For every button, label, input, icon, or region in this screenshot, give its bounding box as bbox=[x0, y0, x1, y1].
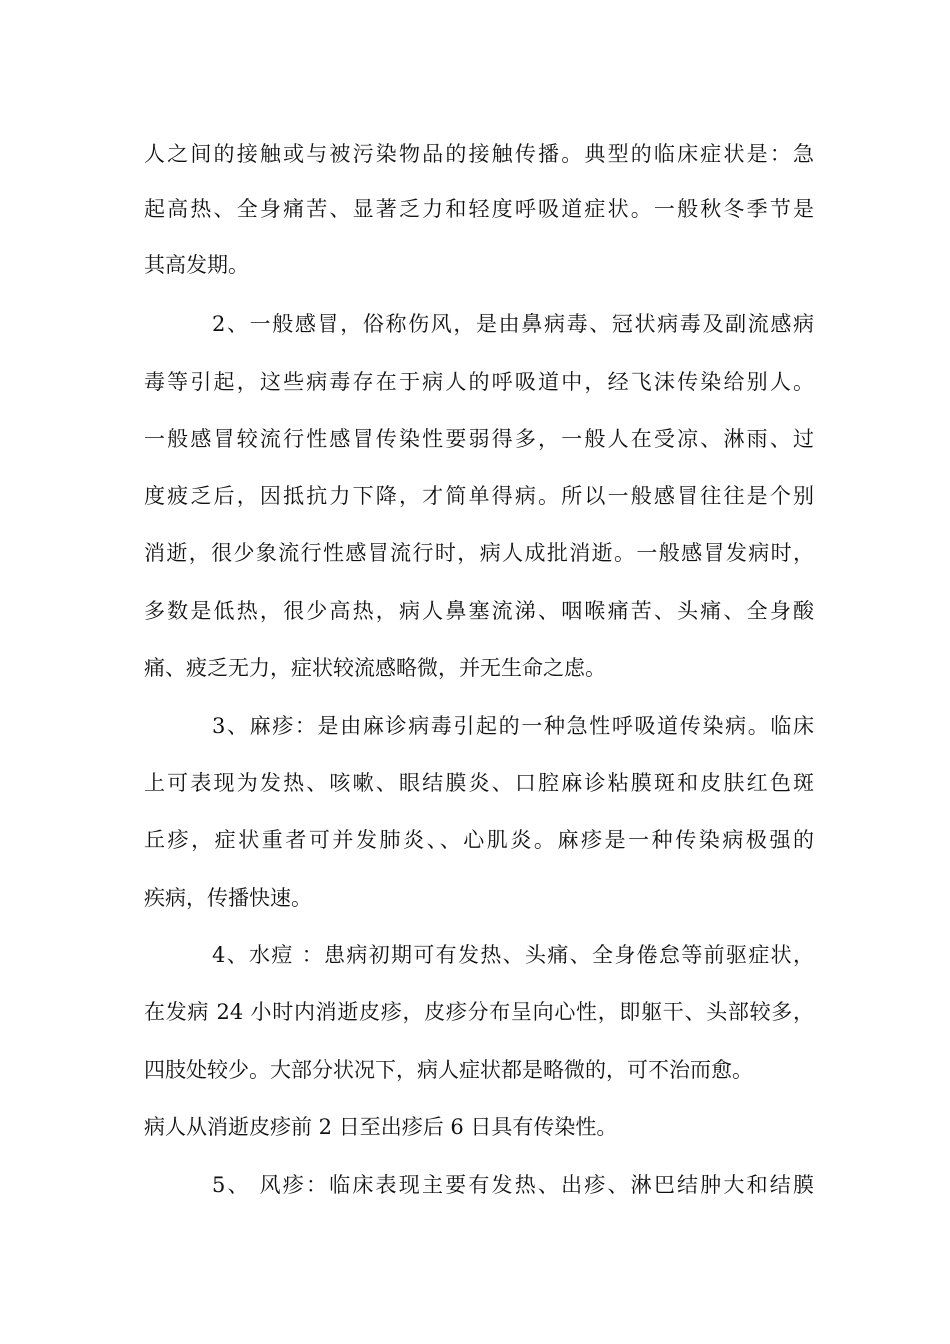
paragraph-start-line: 4、水痘 ：患病初期可有发热、头痛、全身倦怠等前驱症状， bbox=[212, 943, 814, 967]
paragraph-start-line: 2、一般感冒，俗称伤风，是由鼻病毒、冠状病毒及副流感病 bbox=[212, 312, 814, 336]
text-line: 消逝，很少象流行性感冒流行时，病人成批消逝。一般感冒发病时， bbox=[144, 541, 814, 565]
text-line: 四肢处较少。大部分状况下，病人症状都是略微的，可不治而愈。 bbox=[144, 1058, 753, 1082]
text-line: 毒等引起，这些病毒存在于病人的呼吸道中，经飞沫传染给别人。 bbox=[144, 370, 814, 394]
text-line: 人之间的接触或与被污染物品的接触传播。典型的临床症状是：急 bbox=[144, 142, 814, 166]
text-line: 度疲乏后，因抵抗力下降，才简单得病。所以一般感冒往往是个别 bbox=[144, 484, 814, 508]
text-line: 上可表现为发热、咳嗽、眼结膜炎、口腔麻诊粘膜斑和皮肤红色斑 bbox=[144, 771, 814, 795]
text-line: 其高发期。 bbox=[144, 253, 249, 277]
text-line: 丘疹，症状重者可并发肺炎、、心肌炎。麻疹是一种传染病极强的 bbox=[144, 828, 814, 852]
text-line: 病人从消逝皮疹前 2 日至出疹后 6 日具有传染性。 bbox=[144, 1115, 618, 1139]
text-line: 一般感冒较流行性感冒传染性要弱得多，一般人在受凉、淋雨、过 bbox=[144, 427, 814, 451]
paragraph-start-line: 5、 风疹：临床表现主要有发热、出疹、淋巴结肿大和结膜 bbox=[212, 1173, 814, 1197]
text-line: 起高热、全身痛苦、显著乏力和轻度呼吸道症状。一般秋冬季节是 bbox=[144, 197, 814, 221]
text-line: 痛、疲乏无力，症状较流感略微，并无生命之虑。 bbox=[144, 656, 606, 680]
text-line: 在发病 24 小时内消逝皮疹，皮疹分布呈向心性，即躯干、头部较多， bbox=[144, 1000, 814, 1024]
text-line: 多数是低热，很少高热，病人鼻塞流涕、咽喉痛苦、头痛、全身酸 bbox=[144, 599, 814, 623]
paragraph-start-line: 3、麻疹：是由麻诊病毒引起的一种急性呼吸道传染病。临床 bbox=[212, 714, 814, 738]
text-line: 疾病，传播快速。 bbox=[144, 886, 312, 910]
